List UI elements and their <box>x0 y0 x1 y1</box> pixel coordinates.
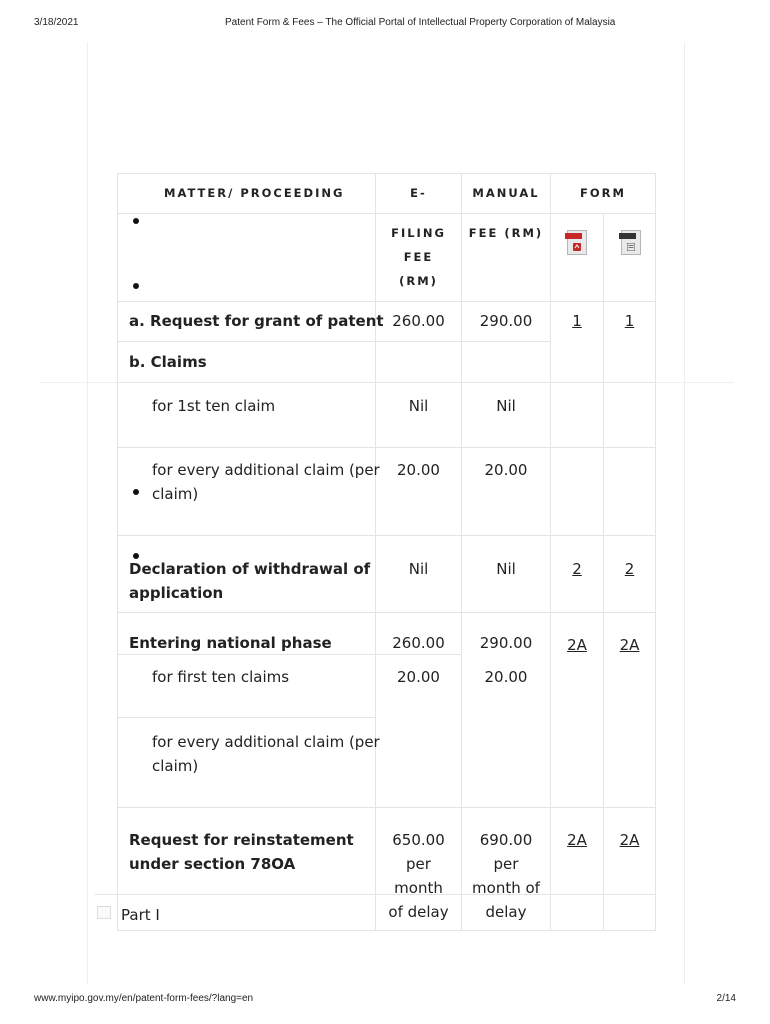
part-label[interactable]: Part I <box>121 906 160 924</box>
row-divider <box>117 717 376 718</box>
row-national-additional-label-line2: claim) <box>152 757 199 775</box>
row-divider <box>117 612 656 613</box>
row-withdrawal-form-doc-link[interactable]: 2 <box>624 560 635 578</box>
bullet-marker <box>133 283 139 289</box>
header-form: FORM <box>580 186 626 200</box>
row-additional-label-line1: for every additional claim (per <box>152 461 380 479</box>
row-divider <box>117 213 656 214</box>
print-date: 3/18/2021 <box>34 17 79 28</box>
row-reinstatement-label-line1: Request for reinstatement <box>129 831 354 849</box>
row-first-ten-mfee: Nil <box>496 397 516 415</box>
header-manual-line1: MANUAL <box>472 186 540 200</box>
row-divider <box>117 807 656 808</box>
table-border <box>117 173 118 930</box>
row-first-ten-efee: Nil <box>408 397 429 415</box>
row-withdrawal-form-pdf-link[interactable]: 2 <box>572 560 582 578</box>
row-reinstatement-mfee-line2: per <box>493 855 519 873</box>
expand-icon[interactable] <box>97 906 111 919</box>
column-divider <box>550 173 551 930</box>
bullet-marker <box>133 218 139 224</box>
row-grant-efee: 260.00 <box>392 312 445 330</box>
print-url: www.myipo.gov.my/en/patent-form-fees/?lang=en <box>34 993 254 1004</box>
row-grant-mfee: 290.00 <box>479 312 533 330</box>
row-national-additional-label-line1: for every additional claim (per <box>152 733 380 751</box>
row-additional-mfee: 20.00 <box>484 461 528 479</box>
header-manual-line2: FEE (RM) <box>468 226 544 240</box>
bullet-marker <box>133 489 139 495</box>
row-divider <box>117 535 656 536</box>
word-file-icon[interactable] <box>621 230 641 255</box>
page-guide <box>87 42 88 984</box>
pdf-file-icon[interactable] <box>567 230 587 255</box>
row-first-ten-label: for 1st ten claim <box>152 397 276 415</box>
row-additional-label-line2: claim) <box>152 485 199 503</box>
row-national-first-label: for first ten claims <box>152 668 290 686</box>
row-withdrawal-label-line2: application <box>129 584 224 602</box>
row-withdrawal-mfee: Nil <box>496 560 516 578</box>
row-divider <box>117 930 656 931</box>
row-reinstatement-efee-line4: of delay <box>388 903 449 921</box>
row-grant-form-doc-link[interactable]: 1 <box>624 312 635 330</box>
page-guide <box>684 42 685 984</box>
row-grant-form-pdf-link[interactable]: 1 <box>572 312 582 330</box>
header-efiling-line2: FILING <box>391 226 446 240</box>
row-reinstatement-form-pdf-link[interactable]: 2A <box>567 831 587 849</box>
row-reinstatement-mfee-line3: month of <box>472 879 540 897</box>
row-reinstatement-efee-line2: per <box>406 855 431 873</box>
row-national-first-mfee: 20.00 <box>484 668 528 686</box>
row-national-label: Entering national phase <box>129 634 332 652</box>
row-divider <box>117 447 656 448</box>
row-reinstatement-efee-line3: month <box>394 879 443 897</box>
table-border <box>655 173 656 930</box>
row-reinstatement-mfee-line4: delay <box>485 903 527 921</box>
row-national-efee: 260.00 <box>392 634 445 652</box>
row-national-form-doc-link[interactable]: 2A <box>619 636 640 654</box>
row-reinstatement-efee-line1: 650.00 <box>392 831 445 849</box>
row-claims-label: b. Claims <box>129 353 207 371</box>
row-additional-efee: 20.00 <box>397 461 440 479</box>
row-divider <box>117 341 551 342</box>
row-withdrawal-label-line1: Declaration of withdrawal of <box>129 560 371 578</box>
row-national-form-pdf-link[interactable]: 2A <box>567 636 587 654</box>
print-page-number: 2/14 <box>716 993 736 1004</box>
row-reinstatement-form-doc-link[interactable]: 2A <box>619 831 640 849</box>
row-divider <box>117 173 656 174</box>
row-national-mfee: 290.00 <box>479 634 533 652</box>
row-reinstatement-mfee-line1: 690.00 <box>479 831 533 849</box>
row-national-first-efee: 20.00 <box>397 668 440 686</box>
row-withdrawal-efee: Nil <box>408 560 429 578</box>
header-efiling-line3: FEE <box>403 250 434 264</box>
row-divider <box>117 301 656 302</box>
print-page-title: Patent Form & Fees – The Official Portal of Intellectual Property Corporation of Malaysia <box>225 17 616 28</box>
row-divider <box>117 382 656 383</box>
header-efiling-line4: (RM) <box>399 274 438 288</box>
row-reinstatement-label-line2: under section 78OA <box>129 855 296 873</box>
header-matter: MATTER/ PROCEEDING <box>164 186 345 200</box>
column-divider <box>461 173 462 930</box>
row-grant-label: a. Request for grant of patent <box>129 312 384 330</box>
header-efiling-line1: E- <box>410 186 427 200</box>
